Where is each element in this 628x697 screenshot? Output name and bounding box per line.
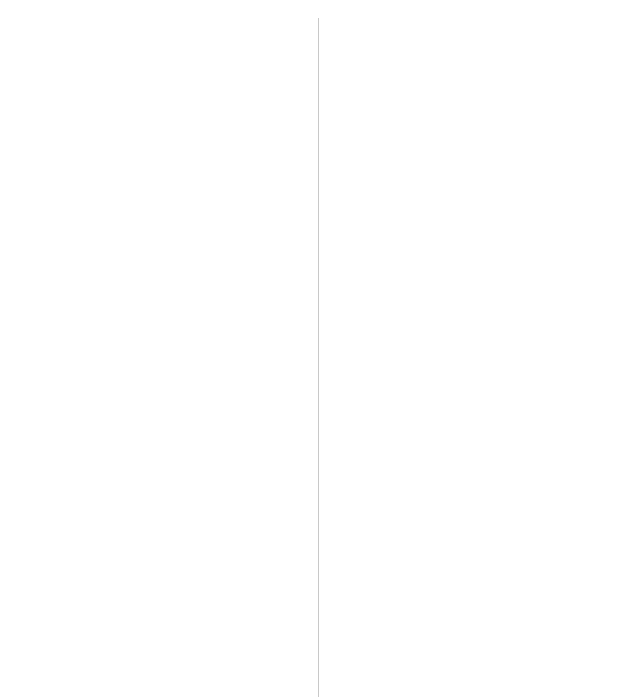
plot-area	[318, 18, 618, 697]
y-axis-line	[318, 18, 319, 697]
x-axis-tick-labels	[318, 2, 618, 18]
